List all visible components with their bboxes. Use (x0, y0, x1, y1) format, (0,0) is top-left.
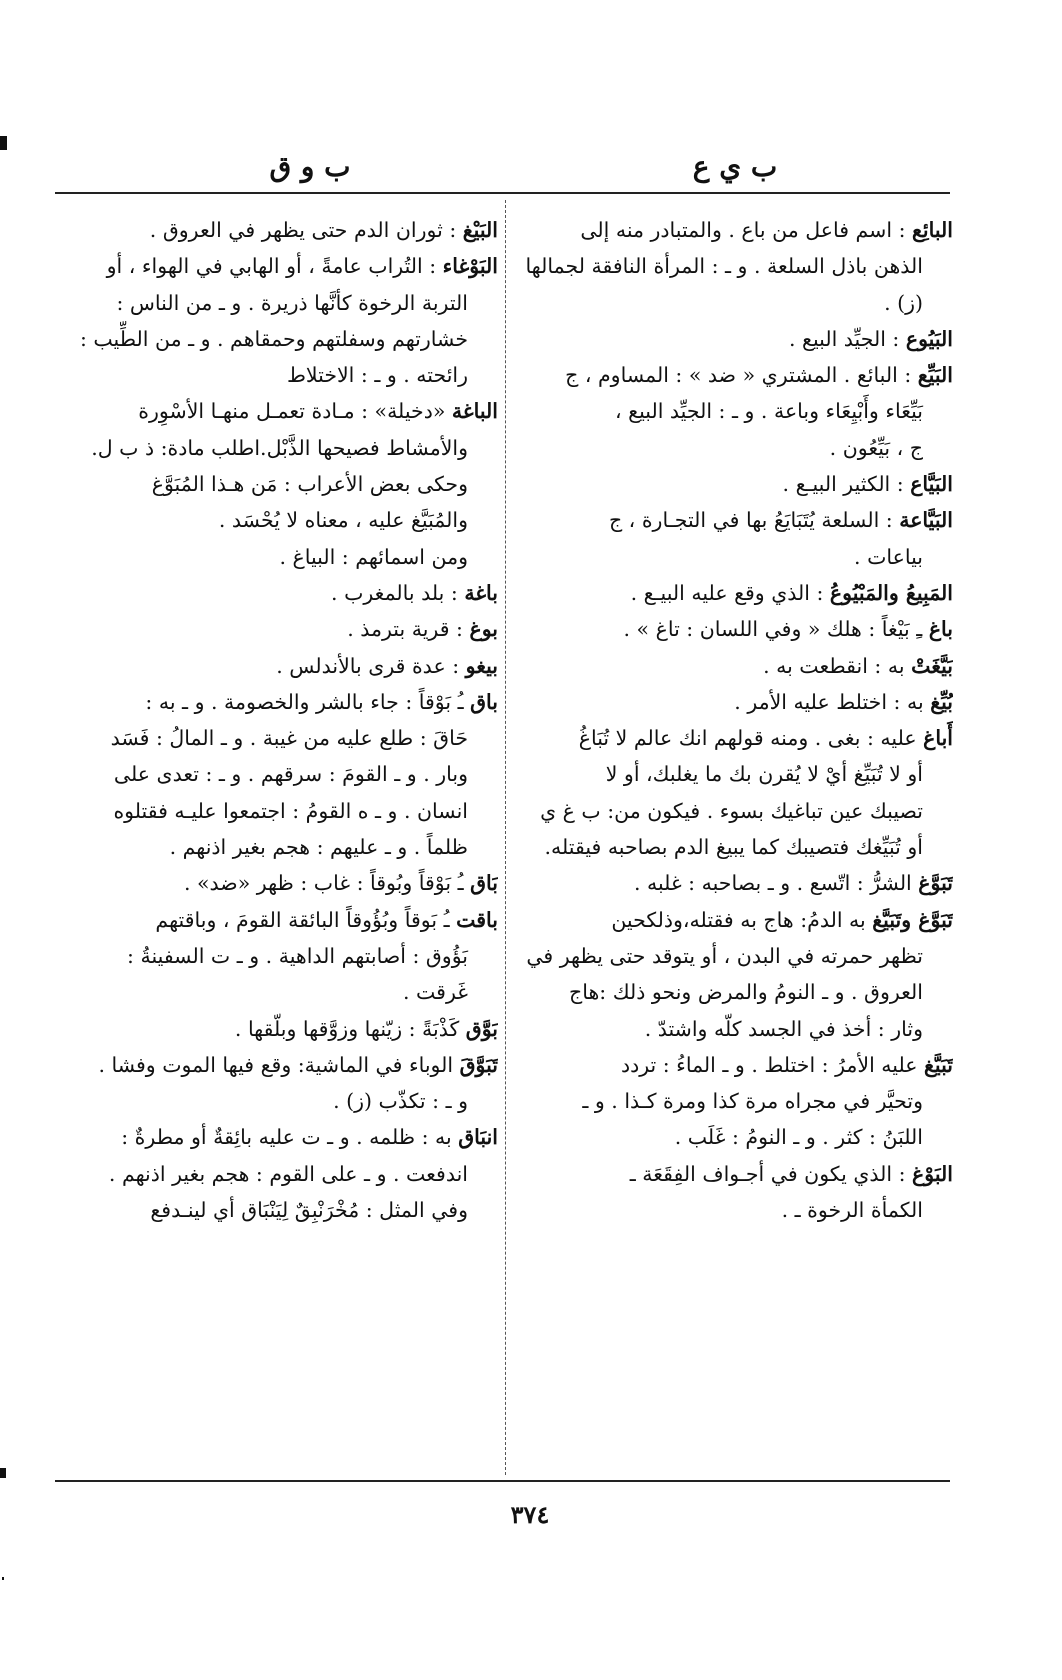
entry-line (518, 466, 953, 502)
definition-text: التربة الرخوة كأنَّها ذريرة . و ـ من الناس : (116, 290, 468, 315)
headword: تَبَوَّغ وتَبَيَّغ (872, 907, 953, 932)
headword: بَيَّغَتْ (911, 653, 953, 678)
entry-line (58, 611, 498, 647)
entry-line (58, 539, 498, 575)
definition-text: (ز) . (884, 290, 923, 315)
entry-line (58, 1011, 498, 1047)
headword: البَيِّع (917, 363, 953, 388)
scan-mark (2, 1577, 4, 1580)
entry-line (518, 720, 953, 756)
entry-line (518, 1011, 953, 1047)
entry-line (518, 1047, 953, 1083)
entry-line (518, 1083, 953, 1119)
entry-line (58, 1192, 498, 1228)
left-column (58, 212, 498, 1228)
entry-line (58, 1047, 498, 1083)
definition-text: به : ظلمه . و ـ ت عليه بائِقةٌ أو مطرةٌ : (121, 1125, 459, 1150)
headword: البَوْغ (912, 1161, 953, 1186)
entry-line (518, 212, 953, 248)
headword: بُيِّغ (930, 689, 953, 714)
entry-line (58, 684, 498, 720)
entry-line (58, 321, 498, 357)
entry-line (518, 285, 953, 321)
definition-text: به الدمُ: هاج به فقتله،وذلكحين (611, 907, 873, 932)
headword: البَوْغاء (442, 254, 498, 279)
definition-text: وحكى بعض الأعراب : مَن هـذا المُبَوَّغ (151, 472, 468, 497)
definition-text: : الجيِّد البيع . (789, 326, 906, 351)
headword: أَباغ (923, 726, 953, 751)
definition-text: عليه الأمرُ : اختلط . و ـ الماءُ : تردد (620, 1052, 924, 1077)
definition-text: ومن اسمائهم : البياغ . (279, 544, 468, 569)
entry-line (58, 720, 498, 756)
definition-text: : الذي وقع عليه البيـع . (630, 580, 830, 605)
definition-text: أو تُبَيِّغك فتصيبك كما يبيغ الدم بصاحبه فيقتله. (544, 835, 923, 860)
definition-text: رائحته . و ـ : الاختلاط (286, 363, 468, 388)
headword: البَيْغ (462, 218, 498, 242)
entry-line (518, 1156, 953, 1192)
definition-text: اللبَنُ : كثر . و ـ النومُ : غَلَب . (674, 1125, 923, 1150)
entry-line (518, 684, 953, 720)
headword: بيغو (465, 653, 498, 678)
entry-line (58, 1119, 498, 1155)
bottom-rule (55, 1480, 950, 1482)
headword: المَبِيعُ والمَبْيُوعُ (829, 580, 953, 605)
definition-text: به : اختلط عليه الأمر . (734, 689, 931, 714)
definition-text: ظلماً . و ـ عليهم : هجم بغير اذنهم . (169, 835, 468, 860)
definition-text: الكمأة الرخوة ـ . (781, 1198, 923, 1223)
entry-line (58, 430, 498, 466)
entry-line (518, 1192, 953, 1228)
entry-line (58, 357, 498, 393)
entry-line (58, 393, 498, 429)
headword: تَبَوَّغ (918, 871, 953, 896)
definition-text: أو لا تُبَيِّغ أيْ لا يُقرن بك ما يغلبك، أو لا (605, 762, 923, 787)
definition-text: : عدة قرى بالأندلس . (276, 653, 466, 678)
definition-text: عليه : بغى . ومنه قولهم انك عالم لا تُبَاغُ (578, 726, 924, 751)
entry-line (518, 974, 953, 1010)
entry-line (518, 829, 953, 865)
definition-text: الوباء في الماشية: وقع فيها الموت وفشا . (98, 1052, 460, 1077)
entry-line (58, 756, 498, 792)
entry-line (58, 902, 498, 938)
definition-text: به : انقطعت به . (763, 653, 912, 678)
entry-line (518, 865, 953, 901)
top-rule (55, 192, 950, 194)
headword: البَيَّاع (910, 472, 953, 497)
entry-line (518, 393, 953, 429)
entry-line (518, 902, 953, 938)
headword: باغة (464, 580, 498, 605)
entry-line (518, 575, 953, 611)
headword: بوغ (469, 617, 498, 642)
entry-line (58, 648, 498, 684)
headword: بَاق (470, 871, 498, 896)
scan-mark (0, 1468, 6, 1478)
entry-line (58, 829, 498, 865)
entry-line (58, 575, 498, 611)
entry-line (518, 756, 953, 792)
entry-line (518, 611, 953, 647)
headword: البائِع (912, 218, 953, 242)
definition-text: الشرُّ : اتّسع . و ـ بصاحبه : غلبه . (633, 871, 919, 896)
entry-line (518, 248, 953, 284)
entry-line (58, 285, 498, 321)
entry-line (58, 793, 498, 829)
definition-text: وتحيَّر في مجراه مرة كذا ومرة كـذا . و ـ (582, 1089, 923, 1114)
definition-text: : السلعة يُتَبَايَعُ بها في التجـارة ، ج (608, 508, 900, 533)
entry-line (518, 938, 953, 974)
headword: باق (470, 689, 498, 714)
headword: البَيُوع (905, 326, 953, 351)
definition-text: بَيِّعَاء وأَبْيِعَاء وباعة . و ـ : الجيِّد البيع ، (615, 399, 923, 424)
definition-text: : الذي يكون في أجـواف الفِقَعَة ـ (629, 1161, 913, 1186)
definition-text: كَذْبَةً : زيّنها وزوَّقها وبلّقها . (234, 1016, 466, 1041)
definition-text: ـِ بَيْغاً : هلك « وفي اللسان : تاغ » . (623, 617, 929, 642)
headword: باقت (456, 907, 498, 932)
definition-text: «دخيلة» : مـادة تعمـل منهـا الأسْوِرة (138, 399, 452, 424)
entry-line (58, 248, 498, 284)
column-divider (505, 200, 506, 1475)
definition-text: : اسم فاعل من باع . والمتبادر منه إلى (580, 218, 912, 242)
definition-text: وثار : أخذ في الجسد كلّه واشتدّ . (644, 1016, 923, 1041)
entry-line (58, 865, 498, 901)
definition-text: والمُبَيَّغ عليه ، معناه لا يُحْسَد . (218, 508, 468, 533)
definition-text: : ثوران الدم حتى يظهر في العروق . (149, 218, 463, 242)
entry-line (518, 1119, 953, 1155)
definition-text: ـُ بَوْقاً : جاء بالشر والخصومة . و ـ به : (145, 689, 471, 714)
definition-text: تصيبك عين تباغيك بسوء . فيكون من: ب غ ي (540, 798, 923, 823)
definition-text: تظهر حمرته في البدن ، أو يتوقد حتى يظهر في (526, 943, 923, 968)
headword: تَبَيَّغ (924, 1052, 953, 1077)
headword: تَبَوَّقَ (459, 1052, 498, 1077)
definition-text: غَرقت . (403, 980, 468, 1005)
definition-text: وفي المثل : مُخْرَنْبِقٌ لِيَنْبَاق أي لينـدفع (150, 1198, 468, 1223)
definition-text: و ـ : تكذّب (ز) . (333, 1089, 468, 1114)
definition-text: : قرية بترمذ . (347, 617, 470, 642)
entry-line (518, 430, 953, 466)
entry-line (58, 974, 498, 1010)
definition-text: انسان . و ـ ه القومُ : اجتمعوا عليـه فقتلوه (113, 798, 468, 823)
right-column-header: ب ي ع (692, 150, 778, 183)
definition-text: العروق . و ـ النومُ والمرض ونحو ذلك :هاج (569, 980, 923, 1005)
headword: باغ (928, 617, 953, 642)
left-column-header: ب و ق (269, 150, 351, 183)
headword: بَوَّق (465, 1016, 498, 1041)
entry-line (58, 212, 498, 248)
entry-line (58, 1083, 498, 1119)
headword: الباغة (451, 399, 498, 424)
definition-text: حَاقَ : طلع عليه من غيبة . و ـ المالُ : فَسَد (110, 726, 468, 751)
entry-line (518, 321, 953, 357)
entry-line (58, 1156, 498, 1192)
definition-text: ـُ بَوْقاً وبُوقاً : غاب : ظهر «ضد» . (183, 871, 471, 896)
entry-line (518, 539, 953, 575)
definition-text: والأمشاط فصيحها الذَّبْل.اطلب مادة: ذ ب ل. (91, 435, 468, 460)
definition-text: : الكثير البيـع . (782, 472, 911, 497)
entry-line (518, 793, 953, 829)
definition-text: بَؤُوق : أصابتهم الداهية . و ـ ت السفينةُ : (127, 943, 468, 968)
definition-text: ـُ بَوقاً وبُؤُوقاً البائقة القومَ ، وباقتهم (155, 907, 457, 932)
definition-text: الذهن باذل السلعة . و ـ : المرأة النافقة لجمالها (525, 254, 923, 279)
entry-line (518, 502, 953, 538)
definition-text: : التُراب عامةً ، أو الهابي في الهواء ، أو (106, 254, 443, 279)
definition-text: بياعات . (854, 544, 923, 569)
headword: البَيَّاعة (899, 508, 953, 533)
entry-line (58, 938, 498, 974)
definition-text: : بلد بالمغرب . (331, 580, 465, 605)
page-number: ٣٧٤ (510, 1500, 550, 1529)
entry-line (58, 466, 498, 502)
definition-text: وبار . و ـ القومَ : سرقهم . و ـ : تعدى على (113, 762, 468, 787)
definition-text: : البائع . المشتري « ضد » : المساوم ، ج (565, 363, 918, 388)
entry-line (518, 648, 953, 684)
definition-text: خشارتهم وسفلتهم وحمقاهم . و ـ من الطِّيب : (79, 326, 468, 351)
entry-line (518, 357, 953, 393)
definition-text: اندفعت . و ـ على القوم : هجم بغير اذنهم . (108, 1161, 468, 1186)
definition-text: ج ، بَيِّعُون . (829, 435, 923, 460)
right-column (518, 212, 953, 1228)
headword: انبَاق (458, 1125, 498, 1150)
scan-mark (0, 136, 7, 150)
entry-line (58, 502, 498, 538)
